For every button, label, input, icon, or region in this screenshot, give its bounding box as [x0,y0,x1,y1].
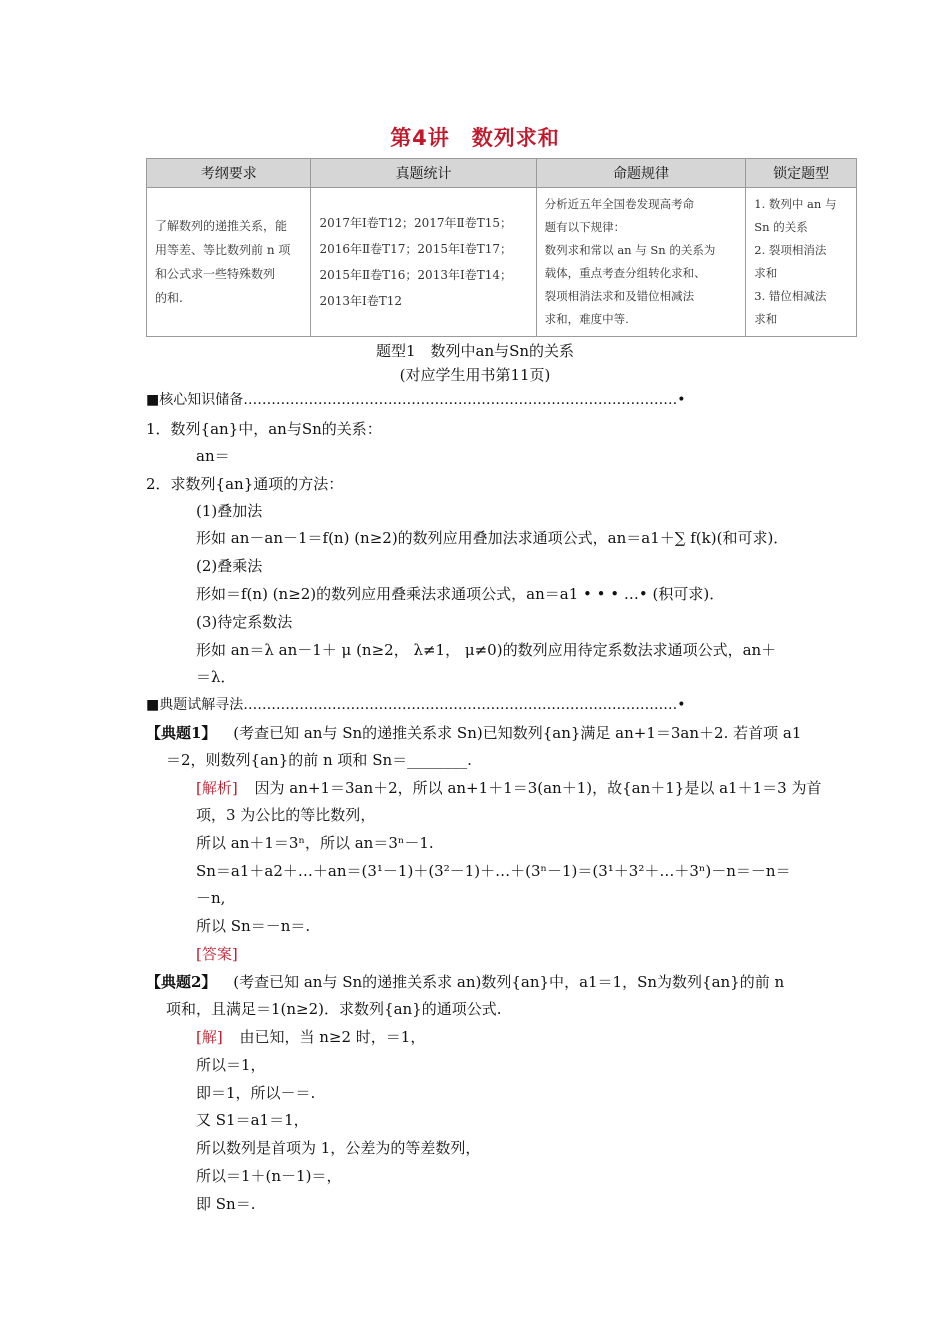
cell-line: 求和 [754,266,778,280]
method-2-desc: 形如＝f(n) (n≥2)的数列应用叠乘法求通项公式，an＝a1 • • • …• (积可求)． [196,585,725,603]
cell-line: 2016年Ⅱ卷T17；2015年Ⅰ卷T17； [319,242,512,256]
method-1-title: (1)叠加法 [196,502,263,520]
page-title: 第4讲 数列求和 [390,126,560,150]
example-1-tag: 【典题1】 [146,724,217,742]
summary-table [146,158,857,337]
example-2-tag: 【典题2】 [146,973,217,991]
example-1-solution-3: 所以 an＋1＝3ⁿ，所以 an＝3ⁿ－1. [196,834,434,852]
example-2-line-2: 项和，且满足＝1(n≥2)．求数列{an}的通项公式. [166,1000,502,1018]
example-2-solution-7: 即 Sn＝. [196,1195,256,1213]
answer-label: [答案] [196,945,238,963]
example-1-solution-4: Sn＝a1＋a2＋…＋an＝(3¹－1)＋(3²－1)＋…＋(3ⁿ－1)＝(3¹＋3²＋…＋3ⁿ)－n＝－n＝ [196,862,791,880]
cell-line: 裂项相消法求和及错位相减法 [544,289,695,303]
method-3-desc-cont: ＝λ． [196,668,236,686]
header-question-types: 锁定题型 [746,159,857,188]
cell-line: 的和. [155,291,183,305]
requirements-cell [147,188,311,337]
cell-line: 分析近五年全国卷发现高考命 [544,197,695,211]
cell-line: 1. 数列中 an 与 [754,197,837,211]
example-1-solution-1 [196,777,821,798]
cell-line: Sn 的关系 [754,220,808,234]
cell-line: 载体，重点考查分组转化求和、 [544,266,706,280]
cell-line: 2. 裂项相消法 [754,243,827,257]
question-types-cell [746,188,857,337]
cell-line: 题有以下规律： [544,220,626,234]
cell-line: 求和，难度中等. [544,312,629,326]
section-example-problems: ■典题试解寻法…………………………………………………………………………………• [146,697,686,713]
example-1-line-2: ＝2，则数列{an}的前 n 项和 Sn＝________. [166,751,472,769]
solution-label: [解] [196,1028,223,1046]
header-patterns: 命题规律 [536,159,746,188]
example-2-solution-2: 所以＝1， [196,1056,266,1074]
method-3-title: (3)待定系数法 [196,613,293,631]
cell-line: 数列求和常以 an 与 Sn 的关系为 [544,243,716,257]
formula-an: an＝ [196,447,230,465]
solution-text: 因为 an+1＝3an＋2，所以 an+1＋1＝3(an＋1)，故{an＋1}是以 a1＋1＝3 为首 [254,779,822,797]
cell-line: 3. 错位相减法 [754,289,827,303]
patterns-cell [536,188,746,337]
header-exam-stats: 真题统计 [311,159,536,188]
cell-line: 求和 [754,312,778,326]
solution-text: 由已知，当 n≥2 时，＝1， [239,1028,426,1046]
example-1-question: (考查已知 an与 Sn的递推关系求 Sn)已知数列{an}满足 an+1＝3an＋2. 若首项 a1 [233,724,802,742]
example-2-question: (考查已知 an与 Sn的递推关系求 an)数列{an}中，a1＝1，Sn为数列{an}的前 n [233,973,785,991]
method-3-desc: 形如 an＝λ an－1＋ μ (n≥2， λ≠1， μ≠0)的数列应用待定系数法求通项公式，an＋ [196,641,777,659]
exam-stats-cell [311,188,536,337]
cell-line: 了解数列的递推关系，能 [155,219,288,233]
topic-title: 题型1 数列中an与Sn的关系 [375,342,575,360]
example-1-solution-6: 所以 Sn＝－n＝. [196,917,311,935]
cell-line: 和公式求一些特殊数列 [155,267,276,281]
header-requirements: 考纲要求 [147,159,311,188]
example-2-solution-3: 即＝1，所以－＝. [196,1084,316,1102]
knowledge-item-2: 2．求数列{an}通项的方法： [146,475,344,493]
topic-reference: (对应学生用书第11页) [399,366,551,384]
example-1-solution-2: 项，3 为公比的等比数列， [196,806,376,824]
section-core-knowledge: ■核心知识储备…………………………………………………………………………………• [146,392,686,408]
cell-line: 2013年Ⅰ卷T12 [319,294,403,308]
knowledge-item-1: 1．数列{an}中，an与Sn的关系： [146,420,382,438]
cell-line: 用等差、等比数列前 n 项 [155,243,291,257]
example-2-solution-1 [196,1026,425,1047]
method-1-desc: 形如 an－an－1＝f(n) (n≥2)的数列应用叠加法求通项公式，an＝a1＋∑ f(k)(和可求)． [196,529,789,547]
method-2-title: (2)叠乘法 [196,557,263,575]
cell-line: 2017年Ⅰ卷T12；2017年Ⅱ卷T15； [319,216,512,230]
example-2-solution-5: 所以数列是首项为 1，公差为的等差数列， [196,1139,481,1157]
example-2-solution-4: 又 S1＝a1＝1， [196,1111,309,1129]
example-2-solution-6: 所以＝1＋(n－1)＝， [196,1167,342,1185]
table-row [147,188,857,337]
analysis-label: [解析] [196,779,238,797]
example-2-line-1 [146,971,784,992]
example-1-line-1 [146,722,801,743]
table-header-row [147,159,857,188]
example-1-solution-5: －n, [196,889,226,907]
cell-line: 2015年Ⅱ卷T16；2013年Ⅰ卷T14； [319,268,512,282]
